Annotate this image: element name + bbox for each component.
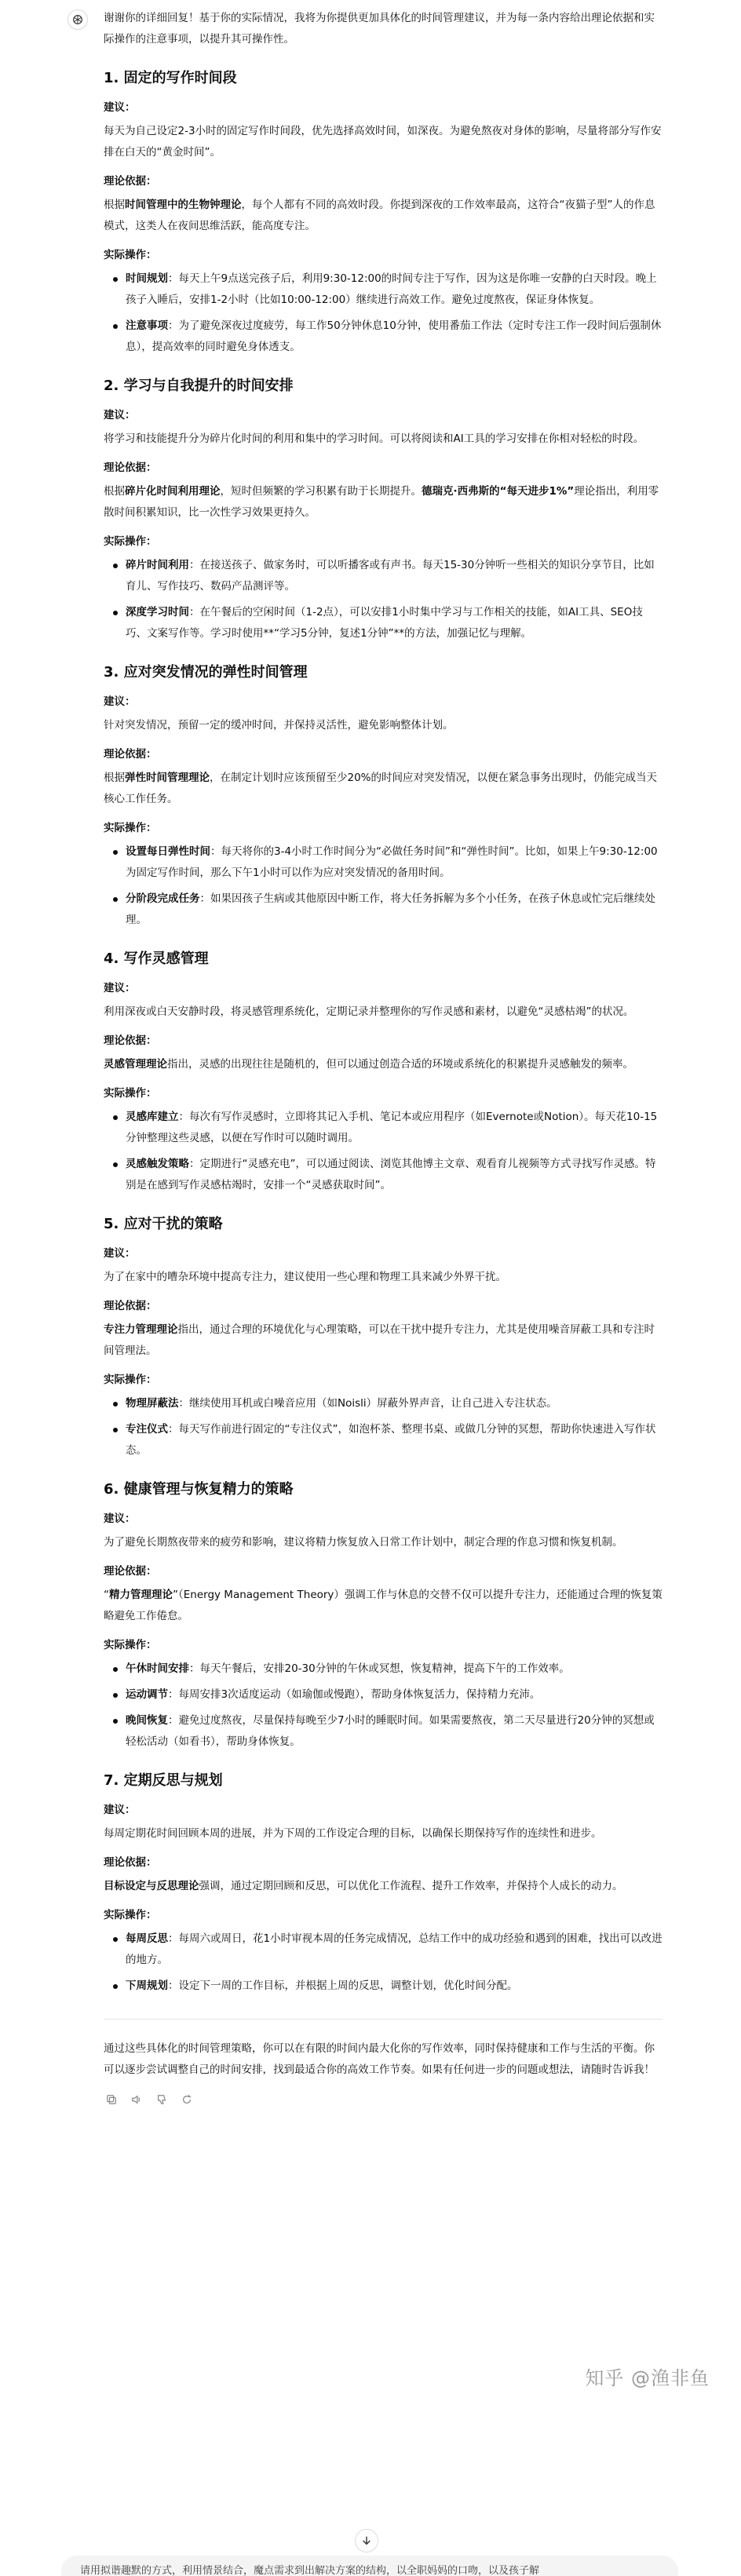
practice-label: 实际操作：: [104, 249, 157, 261]
theory-label: 理论依据：: [104, 1565, 157, 1578]
list-item-heading: 专注仪式: [126, 1423, 168, 1436]
theory-segment: ，每个人都有不同的高效时段。你提到深夜的工作效率最高，这符合“夜猫子型”人的作息模式，这类人在夜间思维活跃，能高度专注。: [104, 199, 655, 232]
list-item-text: ：在午餐后的空闲时间（1-2点），可以安排1小时集中学习与工作相关的技能，如AI工具、SEO技巧、文案写作等。学习时使用**“学习5分钟，复述1分钟”**的方法，加强记忆与理解。: [126, 606, 643, 640]
list-item: [104, 1393, 663, 1414]
list-item: [104, 841, 663, 884]
speaker-icon: [131, 2094, 142, 2105]
section-title: 3. 应对突发情况的弹性时间管理: [104, 664, 308, 680]
list-item: [104, 602, 663, 644]
theory-emphasis: 精力管理理论: [109, 1589, 173, 1601]
list-item: [104, 268, 663, 311]
suggestion-text: 将学习和技能提升分为碎片化时间的利用和集中的学习时间。可以将阅读和AI工具的学习安排在你相对轻松的时段。: [104, 432, 644, 445]
list-item-heading: 时间规划: [126, 272, 168, 285]
list-item-text: ：每天午餐后，安排20-30分钟的午休或冥想，恢复精神，提高下午的工作效率。: [189, 1662, 570, 1675]
theory-segment: 强调，通过定期回顾和反思，可以优化工作流程、提升工作效率，并保持个人成长的动力。: [199, 1880, 623, 1892]
list-item-heading: 深度学习时间: [126, 606, 189, 618]
section-title: 5. 应对干扰的策略: [104, 1216, 223, 1232]
theory-emphasis: 碎片化时间利用理论: [125, 485, 221, 498]
theory-text: [104, 1876, 663, 1897]
list-item-text: ：避免过度熬夜，尽量保持每晚至少7小时的睡眠时间。如果需要熬夜，第二天尽量进行20分钟的冥想或轻松活动（如看书），帮助身体恢复。: [126, 1714, 655, 1748]
scroll-down-button[interactable]: [355, 2529, 378, 2552]
practice-list: [104, 1928, 663, 1997]
list-item-text: ：每周六或周日，花1小时审视本周的任务完成情况，总结工作中的成功经验和遇到的困难，找出可以改进的地方。: [126, 1932, 663, 1966]
suggestion-label: 建议：: [104, 409, 136, 421]
theory-segment: “: [104, 1589, 109, 1601]
copy-icon: [106, 2094, 117, 2105]
list-item-heading: 灵感库建立: [126, 1111, 179, 1123]
list-item-text: ：在接送孩子、做家务时，可以听播客或有声书。每天15-30分钟听一些相关的知识分享节目，比如育儿、写作技巧、数码产品测评等。: [126, 559, 655, 593]
theory-text: [104, 768, 663, 810]
list-item: [104, 888, 663, 931]
theory-segment: 根据: [104, 485, 125, 498]
list-item: [104, 1107, 663, 1149]
arrow-down-icon: [361, 2535, 372, 2546]
theory-emphasis: 时间管理中的生物钟理论: [125, 199, 242, 211]
suggestion-text: 利用深夜或白天安静时段，将灵感管理系统化，定期记录并整理你的写作灵感和素材，以避免“灵感枯竭”的状况。: [104, 1005, 634, 1018]
message-input[interactable]: [61, 2556, 678, 2576]
conclusion-text: 通过这些具体化的时间管理策略，你可以在有限的时间内最大化你的写作效率，同时保持健康和工作与生活的平衡。你可以逐步尝试调整自己的时间安排，找到最适合你的高效工作节奏。如果有任何进一步的问题或想法，请随时告诉我！: [104, 2042, 655, 2076]
suggestion-label: 建议：: [104, 982, 136, 994]
theory-segment: ，在制定计划时应该预留至少20%的时间应对突发情况，以便在紧急事务出现时，仍能完成当天核心工作任务。: [104, 772, 658, 805]
suggestion-text: 每天为自己设定2-3小时的固定写作时间段，优先选择高效时间，如深夜。为避免熬夜对身体的影响，尽量将部分写作安排在白天的“黄金时间”。: [104, 125, 662, 159]
regenerate-button[interactable]: [179, 2092, 195, 2107]
practice-label: 实际操作：: [104, 1374, 157, 1386]
assistant-avatar: [68, 9, 88, 30]
thumbs-down-icon: [156, 2094, 167, 2105]
list-item: [104, 1658, 663, 1680]
list-item: [104, 1928, 663, 1971]
theory-label: 理论依据：: [104, 1856, 157, 1869]
practice-list: [104, 1658, 663, 1753]
list-item: [104, 1710, 663, 1753]
thumbs-down-button[interactable]: [154, 2092, 170, 2107]
divider: [104, 2019, 663, 2020]
list-item: [104, 1976, 663, 1997]
message-input-text: 请用拟谐趣默的方式，利用情景结合，魔点需求到出解决方案的结构，以全职妈妈的口吻，以及孩子解: [80, 2565, 540, 2576]
theory-label: 理论依据：: [104, 1034, 157, 1047]
watermark: 知乎 @渔非鱼: [585, 2367, 710, 2389]
read-aloud-button[interactable]: [129, 2092, 144, 2107]
practice-label: 实际操作：: [104, 1909, 157, 1921]
list-item: [104, 316, 663, 358]
practice-list: [104, 268, 663, 358]
list-item-heading: 灵感触发策略: [126, 1158, 189, 1170]
theory-segment: 理论指出，利用零散时间积累知识，比一次性学习效果更持久。: [104, 485, 659, 519]
section-title: 4. 写作灵感管理: [104, 950, 209, 967]
list-item-heading: 物理屏蔽法: [126, 1397, 179, 1410]
practice-list: [104, 1107, 663, 1196]
practice-label: 实际操作：: [104, 1087, 157, 1100]
theory-segment: 指出，通过合理的环境优化与心理策略，可以在干扰中提升专注力，尤其是使用噪音屏蔽工具和专注时间管理法。: [104, 1323, 655, 1357]
theory-text: [104, 1319, 663, 1362]
theory-label: 理论依据：: [104, 462, 157, 474]
theory-segment: ，短时但频繁的学习积累有助于长期提升。: [220, 485, 422, 498]
list-item-heading: 注意事项: [126, 319, 168, 332]
theory-label: 理论依据：: [104, 175, 157, 188]
list-item: [104, 1684, 663, 1706]
theory-text: [104, 195, 663, 237]
section-title: 1. 固定的写作时间段: [104, 70, 237, 86]
assistant-message: [104, 8, 663, 2107]
theory-segment: 根据: [104, 772, 125, 784]
theory-label: 理论依据：: [104, 748, 157, 761]
theory-emphasis: 专注力管理理论: [104, 1323, 178, 1336]
theory-emphasis: 目标设定与反思理论: [104, 1880, 199, 1892]
suggestion-text: 为了在家中的嘈杂环境中提高专注力，建议使用一些心理和物理工具来减少外界干扰。: [104, 1271, 506, 1283]
theory-segment: 指出，灵感的出现往往是随机的，但可以通过创造合适的环境或系统化的积累提升灵感触发的频率。: [167, 1058, 633, 1071]
copy-button[interactable]: [104, 2092, 119, 2107]
suggestion-label: 建议：: [104, 1512, 136, 1525]
suggestion-label: 建议：: [104, 1247, 136, 1260]
list-item: [104, 1419, 663, 1461]
section-title: 6. 健康管理与恢复精力的策略: [104, 1481, 294, 1498]
practice-label: 实际操作：: [104, 1639, 157, 1651]
intro-text: 谢谢你的详细回复！基于你的实际情况，我将为你提供更加具体化的时间管理建议，并为每一条内容给出理论依据和实际操作的注意事项，以提升其可操作性。: [104, 12, 655, 46]
practice-list: [104, 555, 663, 644]
sections-container: [104, 68, 663, 1997]
practice-list: [104, 841, 663, 931]
suggestion-text: 每周定期花时间回顾本周的进展，并为下周的工作设定合理的目标，以确保长期保持写作的连续性和进步。: [104, 1827, 602, 1840]
suggestion-label: 建议：: [104, 1804, 136, 1816]
list-item-text: ：为了避免深夜过度疲劳，每工作50分钟休息10分钟，使用番茄工作法（定时专注工作一段时间后强制休息），提高效率的同时避免身体透支。: [126, 319, 662, 353]
list-item-text: ：每天将你的3-4小时工作时间分为“必做任务时间”和“弹性时间”。比如，如果上午9:30-12:00为固定写作时间，那么下午1小时可以作为应对突发情况的备用时间。: [126, 845, 658, 879]
suggestion-text: 针对突发情况，预留一定的缓冲时间，并保持灵活性，避免影响整体计划。: [104, 719, 454, 732]
list-item-heading: 晚间恢复: [126, 1714, 168, 1727]
theory-label: 理论依据：: [104, 1300, 157, 1312]
theory-segment: ”（Energy Management Theory）强调工作与休息的交替不仅可以提升专注力，还能通过合理的恢复策略避免工作倦怠。: [104, 1589, 663, 1622]
theory-text: [104, 481, 663, 524]
list-item-heading: 运动调节: [126, 1688, 168, 1701]
list-item-text: ：定期进行“灵感充电”，可以通过阅读、浏览其他博主文章、观看育儿视频等方式寻找写作灵感。特别是在感到写作灵感枯竭时，安排一个“灵感获取时间”。: [126, 1158, 656, 1191]
list-item: [104, 555, 663, 597]
section-title: 7. 定期反思与规划: [104, 1772, 223, 1789]
theory-emphasis: 灵感管理理论: [104, 1058, 167, 1071]
list-item-text: ：每次有写作灵感时，立即将其记入手机、笔记本或应用程序（如Evernote或Notion）。每天花10-15分钟整理这些灵感，以便在写作时可以随时调用。: [126, 1111, 658, 1144]
practice-label: 实际操作：: [104, 822, 157, 834]
section-title: 2. 学习与自我提升的时间安排: [104, 378, 294, 394]
list-item-text: ：每周安排3次适度运动（如瑜伽或慢跑），帮助身体恢复活力，保持精力充沛。: [168, 1688, 541, 1701]
theory-text: [104, 1585, 663, 1627]
list-item-text: ：继续使用耳机或白噪音应用（如Noisli）屏蔽外界声音，让自己进入专注状态。: [178, 1397, 557, 1410]
suggestion-text: 为了避免长期熬夜带来的疲劳和影响，建议将精力恢复放入日常工作计划中，制定合理的作息习惯和恢复机制。: [104, 1536, 623, 1549]
message-actions: [104, 2092, 663, 2107]
theory-segment: 根据: [104, 199, 125, 211]
list-item: [104, 1154, 663, 1196]
theory-emphasis: 弹性时间管理理论: [125, 772, 210, 784]
suggestion-label: 建议：: [104, 101, 136, 114]
theory-emphasis: 德瑞克·西弗斯的“每天进步1%”: [422, 485, 575, 498]
list-item-heading: 每周反思: [126, 1932, 168, 1945]
list-item-heading: 设置每日弹性时间: [126, 845, 210, 858]
list-item-heading: 下周规划: [126, 1979, 168, 1992]
list-item-text: ：每天上午9点送完孩子后，利用9:30-12:00的时间专注于写作，因为这是你唯一安静的白天时段。晚上孩子入睡后，安排1-2小时（比如10:00-12:00）继续进行高效工作。避免过度熬夜，保证身体恢复。: [126, 272, 657, 306]
list-item-heading: 碎片时间利用: [126, 559, 189, 571]
chatgpt-logo-icon: [71, 13, 84, 26]
list-item-text: ：设定下一周的工作目标，并根据上周的反思，调整计划，优化时间分配。: [168, 1979, 518, 1992]
theory-text: [104, 1054, 663, 1075]
practice-list: [104, 1393, 663, 1461]
list-item-heading: 午休时间安排: [126, 1662, 189, 1675]
list-item-heading: 分阶段完成任务: [126, 892, 200, 905]
suggestion-label: 建议：: [104, 695, 136, 708]
regenerate-icon: [181, 2094, 192, 2105]
practice-label: 实际操作：: [104, 535, 157, 548]
list-item-text: ：如果因孩子生病或其他原因中断工作，将大任务拆解为多个小任务，在孩子休息或忙完后继续处理。: [126, 892, 655, 926]
list-item-text: ：每天写作前进行固定的“专注仪式”，如泡杯茶、整理书桌、或做几分钟的冥想，帮助你快速进入写作状态。: [126, 1423, 656, 1457]
